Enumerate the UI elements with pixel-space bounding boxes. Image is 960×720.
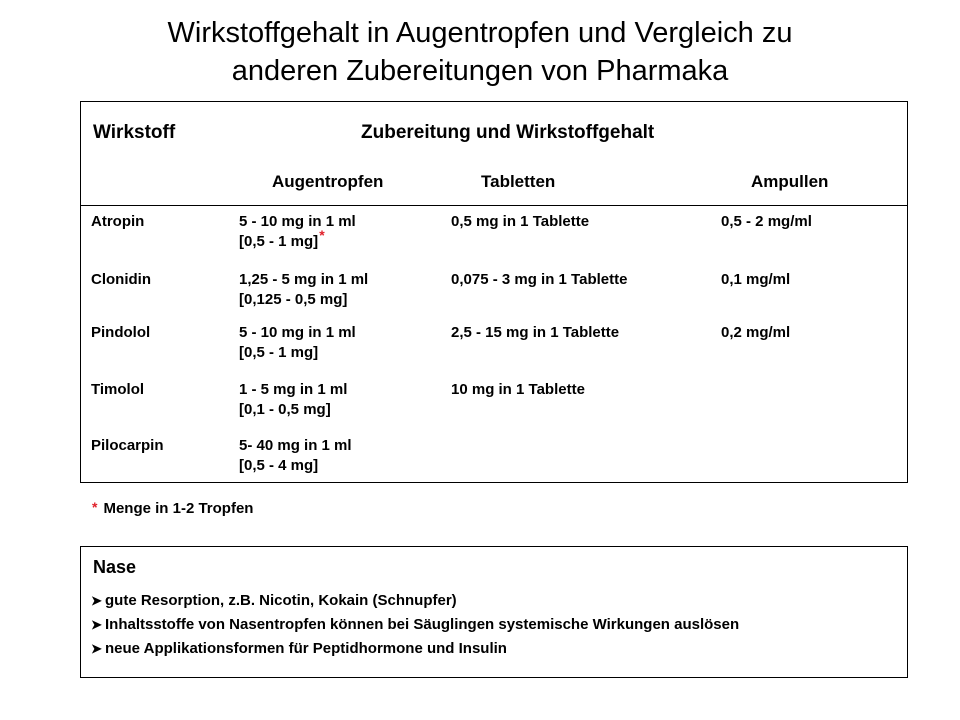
row-augentropfen (239, 436, 352, 476)
footnote-marker: * (92, 499, 98, 515)
augen-amount: [0,5 - 1 mg] (239, 233, 319, 250)
slide-title (0, 14, 960, 90)
augen-concentration: 5- 40 mg in 1 ml (239, 437, 352, 454)
arrow-right-icon: ➤ (91, 617, 102, 632)
table-divider (81, 205, 907, 206)
list-item-text: gute Resorption, z.B. Nicotin, Kokain (Schnupfer) (105, 592, 457, 609)
arrow-right-icon: ➤ (91, 641, 102, 656)
footnote (92, 500, 253, 517)
nase-title: Nase (93, 557, 137, 577)
augen-amount: [0,125 - 0,5 mg] (239, 291, 348, 308)
row-tabletten: 0,5 mg in 1 Tablette (451, 213, 590, 230)
title-line-2: anderen Zubereitungen von Pharmaka (231, 55, 729, 87)
subheader-augentropfen: Augentropfen (272, 172, 384, 191)
row-name: Timolol (91, 381, 145, 398)
row-name: Pilocarpin (91, 437, 164, 454)
list-item (91, 615, 739, 639)
nase-list (91, 591, 739, 663)
row-ampullen: 0,5 - 2 mg/ml (721, 213, 812, 230)
row-tabletten: 0,075 - 3 mg in 1 Tablette (451, 271, 628, 288)
header-wirkstoff: Wirkstoff (93, 122, 176, 143)
augen-amount: [0,1 - 0,5 mg] (239, 401, 331, 418)
row-augentropfen (239, 380, 347, 420)
footnote-text: Menge in 1-2 Tropfen (103, 500, 254, 517)
arrow-right-icon: ➤ (91, 593, 102, 608)
augen-concentration: 1,25 - 5 mg in 1 ml (239, 271, 369, 288)
nase-box (80, 546, 908, 678)
augen-concentration: 1 - 5 mg in 1 ml (239, 381, 348, 398)
footnote-marker: * (319, 227, 325, 243)
augen-amount: [0,5 - 4 mg] (239, 457, 319, 474)
augen-concentration: 5 - 10 mg in 1 ml (239, 213, 356, 230)
augen-amount: [0,5 - 1 mg] (239, 344, 319, 361)
row-name: Atropin (91, 213, 145, 230)
row-ampullen: 0,2 mg/ml (721, 324, 791, 341)
row-tabletten: 10 mg in 1 Tablette (451, 381, 585, 398)
row-name: Clonidin (91, 271, 151, 288)
header-zubereitung: Zubereitung und Wirkstoffgehalt (361, 122, 655, 143)
row-augentropfen (239, 270, 368, 310)
row-name: Pindolol (91, 324, 151, 341)
list-item-text: neue Applikationsformen für Peptidhormone und Insulin (105, 640, 507, 657)
row-augentropfen (239, 212, 356, 252)
row-ampullen: 0,1 mg/ml (721, 271, 791, 288)
augen-concentration: 5 - 10 mg in 1 ml (239, 324, 356, 341)
list-item (91, 591, 739, 615)
row-tabletten: 2,5 - 15 mg in 1 Tablette (451, 324, 620, 341)
list-item (91, 639, 739, 663)
wirkstoff-table (80, 101, 908, 483)
subheader-tabletten: Tabletten (481, 172, 556, 191)
list-item-text: Inhaltsstoffe von Nasentropfen können bei Säuglingen systemische Wirkungen auslösen (105, 616, 740, 633)
title-line-1: Wirkstoffgehalt in Augentropfen und Vergleich zu (167, 17, 793, 49)
subheader-ampullen: Ampullen (751, 172, 829, 191)
row-augentropfen (239, 323, 356, 363)
